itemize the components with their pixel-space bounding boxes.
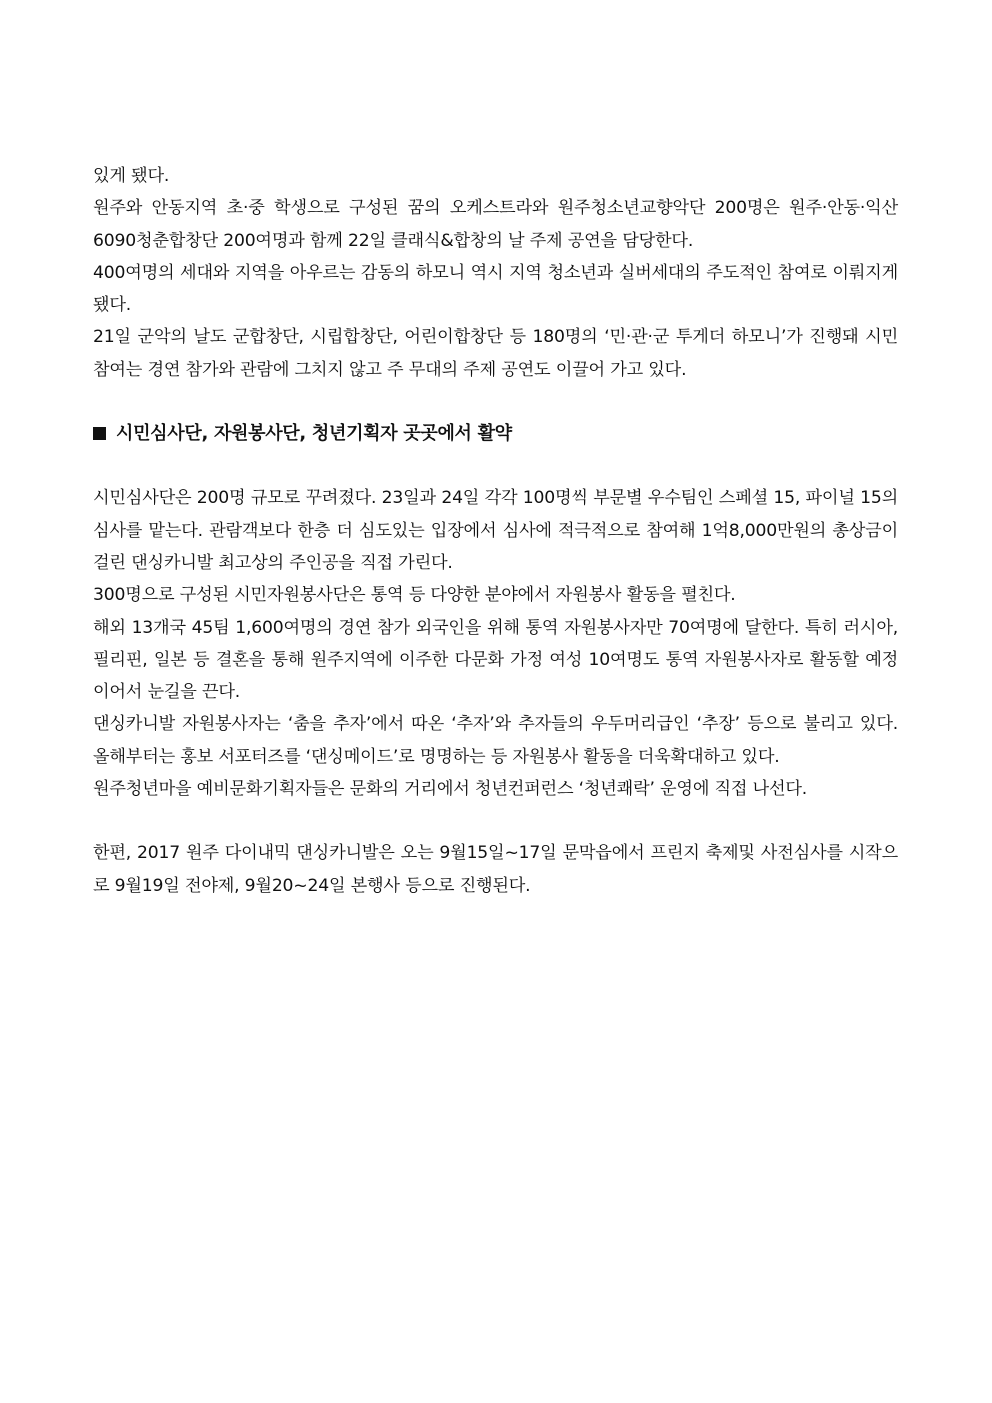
paragraph: 300명으로 구성된 시민자원봉사단은 통역 등 다양한 분야에서 자원봉사 활동을 펼친다. [93,585,736,606]
spacer [93,386,898,418]
square-bullet-icon [93,427,106,440]
section-heading [93,418,898,450]
paragraph: 원주청년마을 예비문화기획자들은 문화의 거리에서 청년컨퍼런스 ‘청년쾌락’ 운영에 직접 나선다. [93,779,808,800]
paragraph: 있게 됐다. [93,166,170,186]
section-heading-text: 시민심사단, 자원봉사단, 청년기획자 곳곳에서 활약 [116,423,512,445]
paragraph: 시민심사단은 200명 규모로 꾸려졌다. 23일과 24일 각각 100명씩 부문별 우수팀인 스페셜 15, 파이널 15의 심사를 맡는다. 관람객보다 한층 더 심도있는 입장에서 심사에 적극적으로 참여해 1억8,000만원의 총상금이 걸린 댄싱카니발 최고상의 주인공을 직접 가린다. [93,488,898,573]
paragraph: 원주와 안동지역 초·중 학생으로 구성된 꿈의 오케스트라와 원주청소년교향악단 200명은 원주·안동·익산 6090청춘합창단 200여명과 함께 22일 클래식&합창의 날 주제 공연을 담당한다. [93,198,898,251]
closing-paragraph: 한편, 2017 원주 다이내믹 댄싱카니발은 오는 9월15일~17일 문막읍에서 프린지 축제및 사전심사를 시작으로 9월19일 전야제, 9월20~24일 본행사 등으로 진행된다. [93,843,898,896]
spacer [93,805,898,837]
spacer [93,450,898,482]
paragraph: 댄싱카니발 자원봉사자는 ‘춤을 추자’에서 따온 ‘추자’와 추자들의 우두머리급인 ‘추장’ 등으로 불리고 있다. 올해부터는 홍보 서포터즈를 ‘댄싱메이드’로 명명하는 등 자원봉사 활동을 더욱확대하고 있다. [93,714,898,767]
paragraph: 해외 13개국 45팀 1,600여명의 경연 참가 외국인을 위해 통역 자원봉사자만 70여명에 달한다. 특히 러시아, 필리핀, 일본 등 결혼을 통해 원주지역에 이주한 다문화 가정 여성 10여명도 통역 자원봉사자로 활동할 예정이어서 눈길을 끈다. [93,617,898,703]
paragraph: 21일 군악의 날도 군합창단, 시립합창단, 어린이합창단 등 180명의 ‘민·관·군 투게더 하모니’가 진행돼 시민 참여는 경연 참가와 관람에 그치지 않고 주 무대의 주제 공연도 이끌어 가고 있다. [93,327,898,380]
paragraph: 400여명의 세대와 지역을 아우르는 감동의 하모니 역시 지역 청소년과 실버세대의 주도적인 참여로 이뤄지게 됐다. [93,262,898,316]
document-page [93,160,898,902]
